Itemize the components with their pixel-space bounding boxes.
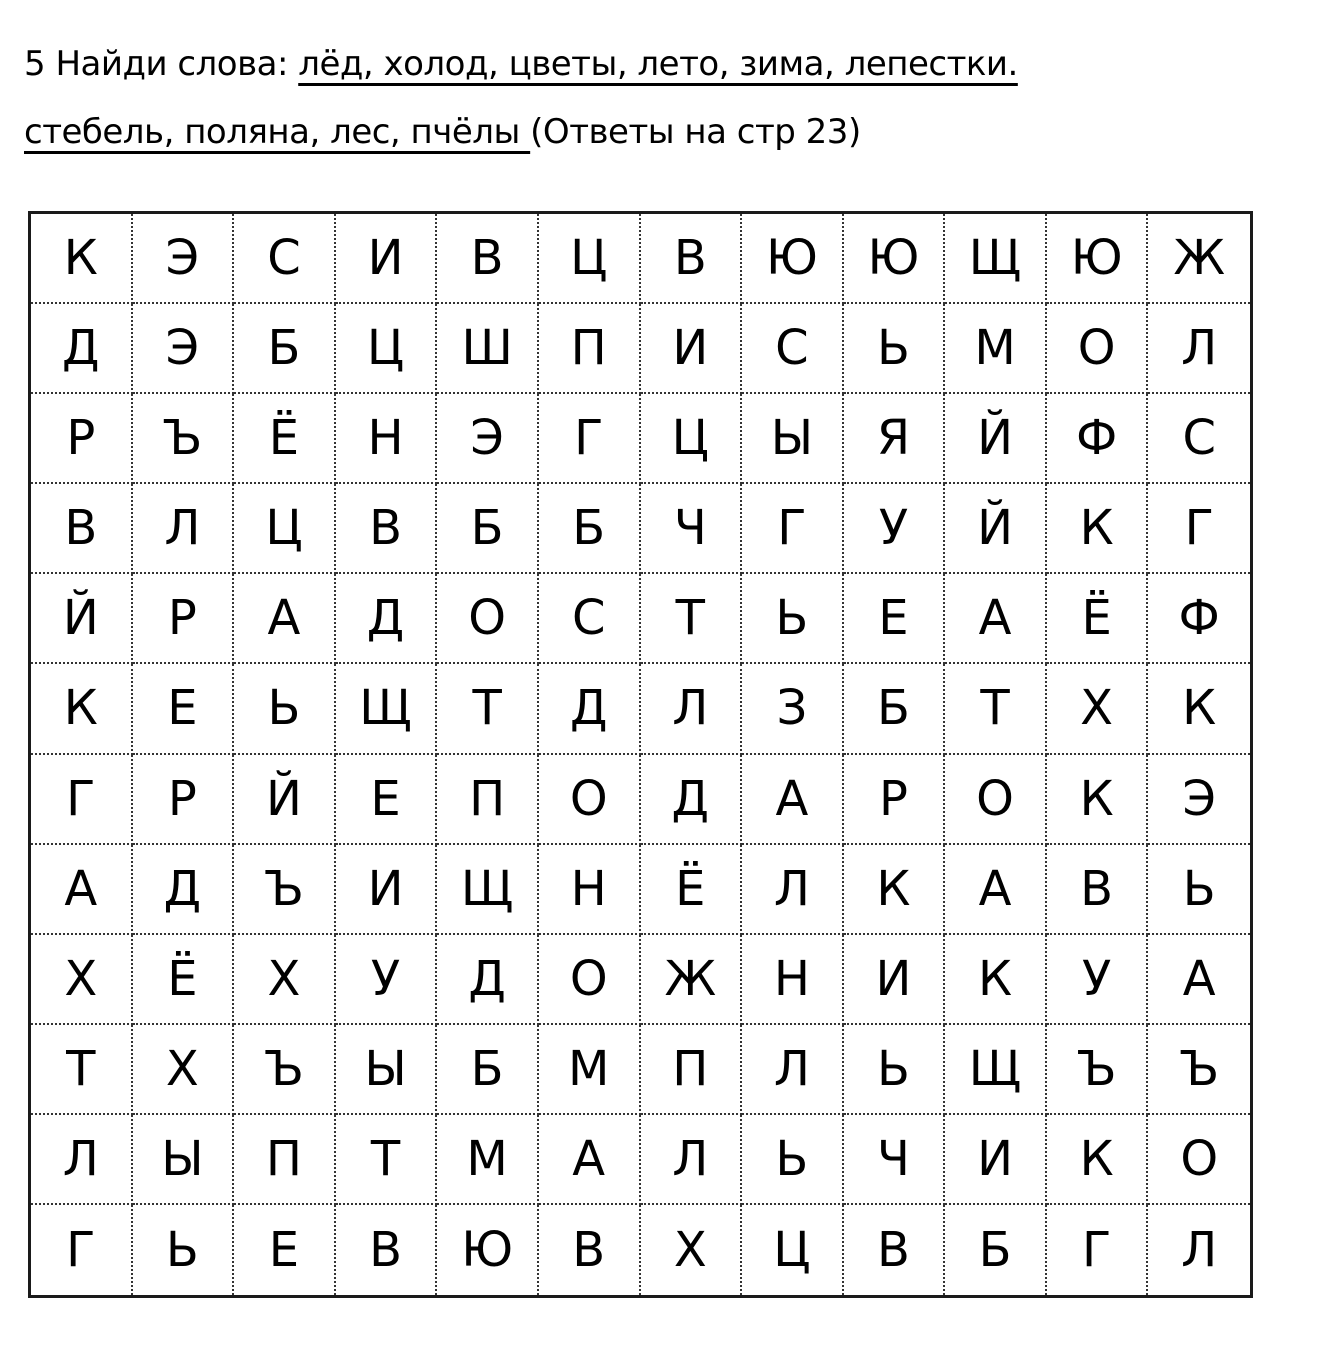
grid-cell[interactable]: Р <box>133 574 235 664</box>
grid-cell[interactable]: С <box>1148 394 1250 484</box>
grid-cell[interactable]: А <box>945 574 1047 664</box>
grid-cell[interactable]: Э <box>437 394 539 484</box>
grid-cell[interactable]: П <box>234 1115 336 1205</box>
grid-cell[interactable]: Т <box>945 664 1047 754</box>
grid-cell[interactable]: Щ <box>945 214 1047 304</box>
grid-cell[interactable]: Ё <box>641 845 743 935</box>
grid-cell[interactable]: Л <box>641 664 743 754</box>
grid-cell[interactable]: Ж <box>641 935 743 1025</box>
grid-cell[interactable]: Ъ <box>234 845 336 935</box>
grid-cell[interactable]: Я <box>844 394 946 484</box>
grid-cell[interactable]: Ц <box>641 394 743 484</box>
grid-cell[interactable]: Х <box>641 1205 743 1295</box>
grid-cell[interactable]: В <box>336 484 438 574</box>
grid-cell[interactable]: К <box>945 935 1047 1025</box>
grid-cell[interactable]: Э <box>1148 755 1250 845</box>
grid-cell[interactable]: П <box>539 304 641 394</box>
grid-cell[interactable]: Ф <box>1148 574 1250 664</box>
grid-cell[interactable]: М <box>539 1025 641 1115</box>
grid-cell[interactable]: И <box>945 1115 1047 1205</box>
grid-cell[interactable]: Г <box>31 755 133 845</box>
grid-cell[interactable]: Б <box>945 1205 1047 1295</box>
word-search-grid <box>28 211 1253 1298</box>
grid-cell[interactable]: О <box>1047 304 1149 394</box>
grid-cell[interactable]: Ь <box>1148 845 1250 935</box>
grid-cell[interactable]: Ь <box>234 664 336 754</box>
grid-cell[interactable]: А <box>945 845 1047 935</box>
grid-cell[interactable]: А <box>539 1115 641 1205</box>
answers-note: (Ответы на стр 23) <box>530 112 861 152</box>
grid-cell[interactable]: П <box>641 1025 743 1115</box>
grid-cell[interactable]: Р <box>844 755 946 845</box>
grid-cell[interactable]: И <box>336 214 438 304</box>
grid-cell[interactable]: Ь <box>742 1115 844 1205</box>
grid-cell[interactable]: Ц <box>234 484 336 574</box>
grid-cell[interactable]: Ш <box>437 304 539 394</box>
grid-cell[interactable]: Ю <box>1047 214 1149 304</box>
grid-cell[interactable]: Х <box>31 935 133 1025</box>
grid-cell[interactable]: Н <box>336 394 438 484</box>
grid-cell[interactable]: У <box>336 935 438 1025</box>
grid-cell[interactable]: Ц <box>539 214 641 304</box>
word-list-part-1: лёд, холод, цветы, лето, зима, лепестки. <box>298 44 1018 84</box>
grid-cell[interactable]: Й <box>234 755 336 845</box>
grid-cell[interactable]: К <box>844 845 946 935</box>
grid-cell[interactable]: Р <box>133 755 235 845</box>
grid-cell[interactable]: К <box>1148 664 1250 754</box>
grid-cell[interactable]: Л <box>742 845 844 935</box>
grid-cell[interactable]: Щ <box>336 664 438 754</box>
grid-cell[interactable]: Р <box>31 394 133 484</box>
grid-cell[interactable]: А <box>31 845 133 935</box>
grid-cell[interactable]: К <box>1047 484 1149 574</box>
task-prefix: 5 Найди слова: <box>24 44 299 84</box>
grid-cell[interactable]: Е <box>234 1205 336 1295</box>
grid-cell[interactable]: Т <box>641 574 743 664</box>
grid-cell[interactable]: В <box>336 1205 438 1295</box>
grid-cell[interactable]: Л <box>641 1115 743 1205</box>
grid-cell[interactable]: Ё <box>1047 574 1149 664</box>
grid-cell[interactable]: Д <box>437 935 539 1025</box>
grid-cell[interactable]: З <box>742 664 844 754</box>
grid-cell[interactable]: Ч <box>844 1115 946 1205</box>
grid-cell[interactable]: Ф <box>1047 394 1149 484</box>
grid-cell[interactable]: В <box>31 484 133 574</box>
grid-cell[interactable]: А <box>1148 935 1250 1025</box>
grid-cell[interactable]: Й <box>945 394 1047 484</box>
grid-cell[interactable]: Ю <box>437 1205 539 1295</box>
grid-cell[interactable]: Е <box>844 574 946 664</box>
grid-cell[interactable]: Х <box>133 1025 235 1115</box>
grid-cell[interactable]: Б <box>234 304 336 394</box>
grid-cell[interactable]: С <box>742 304 844 394</box>
grid-cell[interactable]: У <box>844 484 946 574</box>
grid-cell[interactable]: Ь <box>844 304 946 394</box>
grid-cell[interactable]: Й <box>31 574 133 664</box>
grid-cell[interactable]: Н <box>742 935 844 1025</box>
grid-cell[interactable]: Г <box>539 394 641 484</box>
grid-cell[interactable]: С <box>539 574 641 664</box>
grid-cell[interactable]: О <box>1148 1115 1250 1205</box>
grid-cell[interactable]: Д <box>31 304 133 394</box>
grid-cell[interactable]: Ч <box>641 484 743 574</box>
grid-cell[interactable]: К <box>1047 1115 1149 1205</box>
grid-cell[interactable]: Й <box>945 484 1047 574</box>
grid-cell[interactable]: В <box>844 1205 946 1295</box>
grid-cell[interactable]: Е <box>133 664 235 754</box>
grid-cell[interactable]: Г <box>742 484 844 574</box>
grid-cell[interactable]: О <box>945 755 1047 845</box>
grid-cell[interactable]: Г <box>1148 484 1250 574</box>
grid-cell[interactable]: А <box>234 574 336 664</box>
grid-cell[interactable]: Щ <box>437 845 539 935</box>
grid-cell[interactable]: К <box>1047 755 1149 845</box>
grid-cell[interactable]: Л <box>133 484 235 574</box>
grid-cell[interactable]: В <box>539 1205 641 1295</box>
grid-cell[interactable]: Н <box>539 845 641 935</box>
grid-cell[interactable]: О <box>539 935 641 1025</box>
grid-cell[interactable]: К <box>31 214 133 304</box>
grid-cell[interactable]: П <box>437 755 539 845</box>
grid-cell[interactable]: Ю <box>742 214 844 304</box>
grid-cell[interactable]: Д <box>641 755 743 845</box>
grid-cell[interactable]: Е <box>336 755 438 845</box>
instructions-line-2 <box>24 98 1314 166</box>
grid-cell[interactable]: Ц <box>742 1205 844 1295</box>
grid-cell[interactable]: Л <box>1181 1221 1218 1278</box>
grid-cell[interactable]: Б <box>437 484 539 574</box>
grid-cell[interactable]: Ъ <box>1148 1025 1250 1115</box>
grid-cell[interactable]: М <box>437 1115 539 1205</box>
grid-cell[interactable]: Ё <box>234 394 336 484</box>
grid-cell[interactable]: Ь <box>742 574 844 664</box>
grid-cell[interactable]: Б <box>539 484 641 574</box>
grid-cell[interactable]: В <box>641 214 743 304</box>
grid-cell[interactable]: Т <box>31 1025 133 1115</box>
grid-cell[interactable]: К <box>31 664 133 754</box>
grid-cell[interactable]: Г <box>31 1205 133 1295</box>
grid-cell[interactable]: Ы <box>742 394 844 484</box>
grid-cell[interactable]: Х <box>1047 664 1149 754</box>
grid-cell[interactable]: И <box>844 935 946 1025</box>
word-list-part-2: стебель, поляна, лес, пчёлы <box>24 112 531 152</box>
grid-cell[interactable]: Ъ <box>234 1025 336 1115</box>
grid-cell[interactable]: Ъ <box>133 394 235 484</box>
grid-cell[interactable]: Т <box>437 664 539 754</box>
grid-cell[interactable]: Х <box>234 935 336 1025</box>
grid-cell[interactable]: Ъ <box>1047 1025 1149 1115</box>
grid-cell[interactable]: Т <box>336 1115 438 1205</box>
grid-cell[interactable]: Д <box>133 845 235 935</box>
grid-cell[interactable]: Ы <box>336 1025 438 1115</box>
grid-cell[interactable]: И <box>641 304 743 394</box>
grid-cell[interactable]: Ы <box>133 1115 235 1205</box>
grid-cell[interactable]: Д <box>336 574 438 664</box>
grid-cell[interactable]: Б <box>437 1025 539 1115</box>
grid-cell[interactable]: М <box>945 304 1047 394</box>
grid-cell[interactable]: Ь <box>133 1205 235 1295</box>
grid-cell[interactable]: Ё <box>133 935 235 1025</box>
grid-cell[interactable]: Л <box>742 1025 844 1115</box>
grid-cell[interactable]: В <box>437 214 539 304</box>
grid-cell[interactable]: Л <box>31 1115 133 1205</box>
grid-cell[interactable]: У <box>1047 935 1149 1025</box>
grid-cell[interactable]: А <box>742 755 844 845</box>
grid-cell[interactable]: С <box>234 214 336 304</box>
grid-cell[interactable]: Э <box>133 304 235 394</box>
grid-cell[interactable]: О <box>437 574 539 664</box>
grid-cell[interactable]: Э <box>133 214 235 304</box>
grid-cell[interactable]: И <box>336 845 438 935</box>
grid-cell[interactable]: О <box>539 755 641 845</box>
grid-cell[interactable]: В <box>1047 845 1149 935</box>
instructions <box>24 30 1314 166</box>
grid-cell[interactable]: Ц <box>336 304 438 394</box>
grid-cell[interactable]: Г <box>1047 1205 1149 1295</box>
grid-cell[interactable]: Д <box>539 664 641 754</box>
grid-cell[interactable]: Щ <box>945 1025 1047 1115</box>
grid-cell[interactable]: Ж <box>1148 214 1250 304</box>
grid-cell[interactable]: Ь <box>844 1025 946 1115</box>
grid-cell[interactable]: Ю <box>844 214 946 304</box>
instructions-line-1 <box>24 30 1314 98</box>
grid-cell[interactable]: Б <box>844 664 946 754</box>
grid-cell[interactable]: Л <box>1148 304 1250 394</box>
